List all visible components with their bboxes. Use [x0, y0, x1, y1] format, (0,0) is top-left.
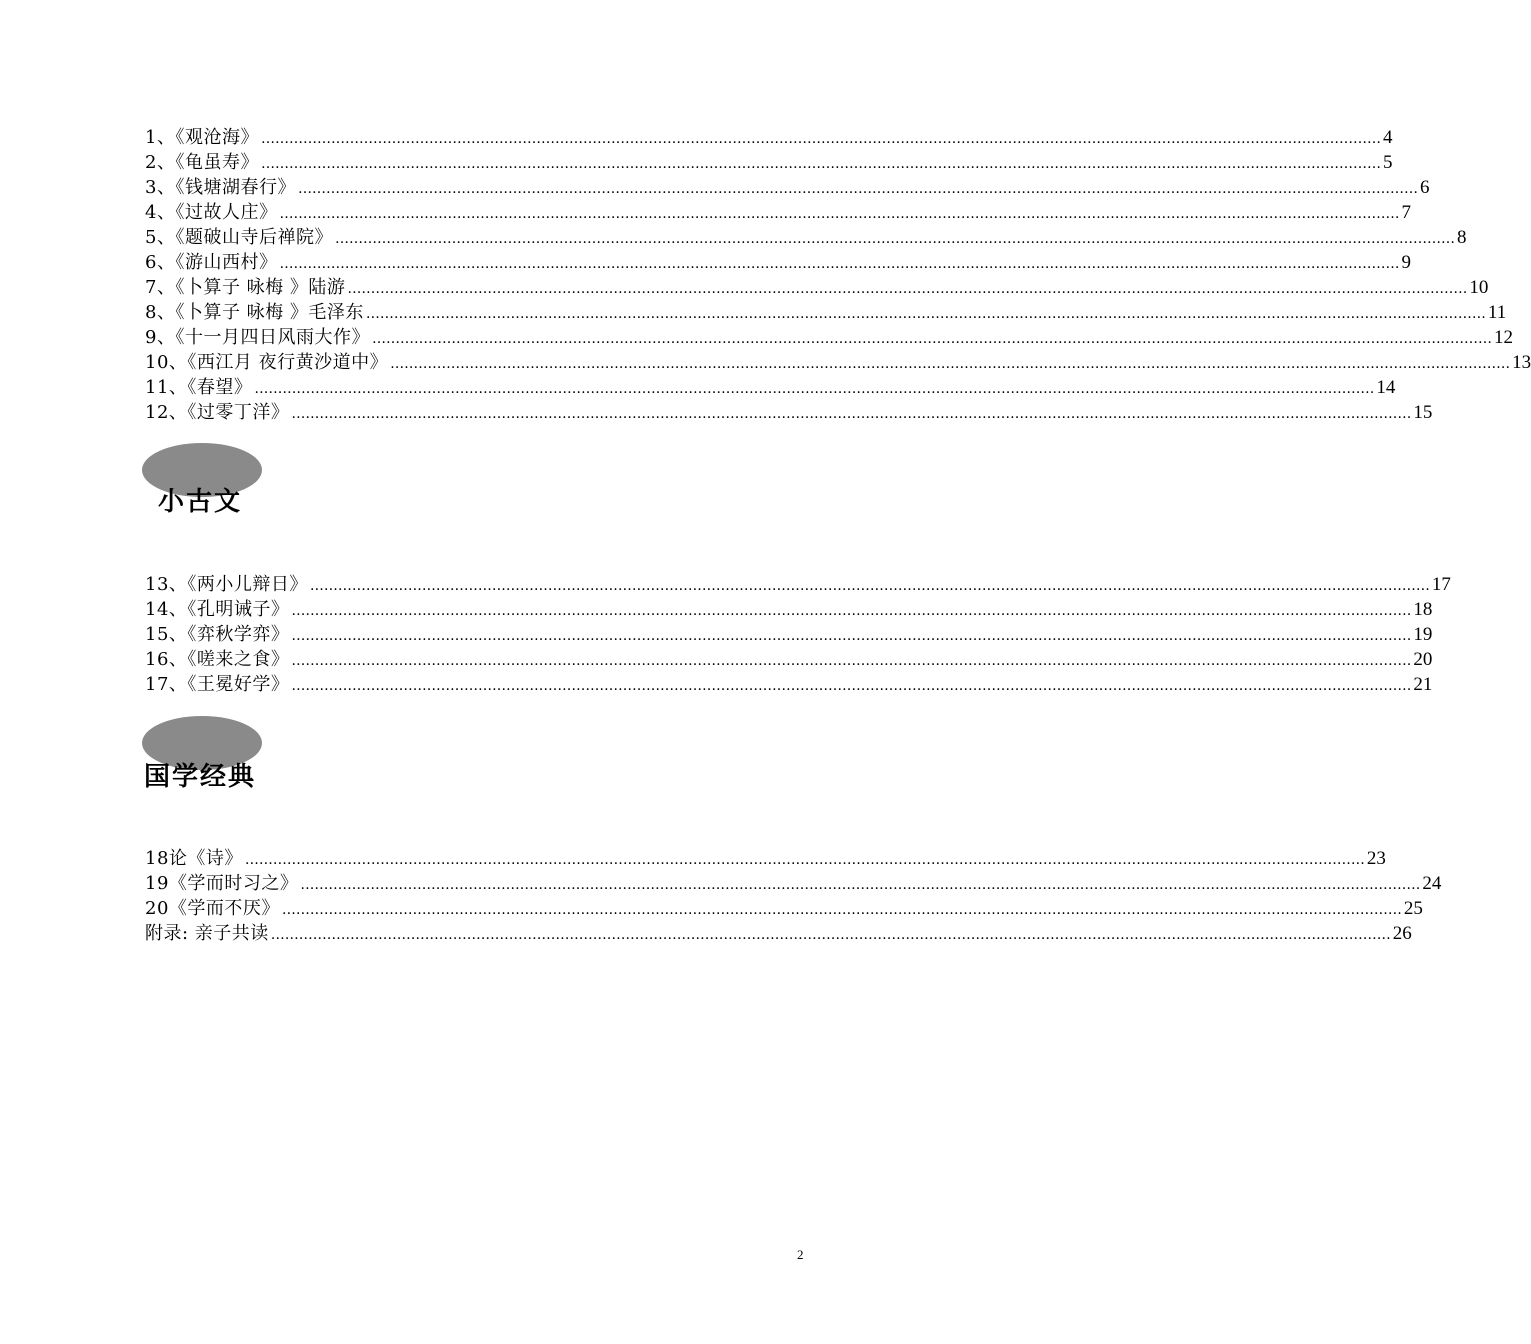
toc-entry-page: 7 [1401, 202, 1411, 223]
toc-entry-page: 20 [1413, 649, 1433, 670]
toc-entry-page: 11 [1487, 302, 1507, 323]
dot-leader: …………………………………………………………………………………………………………………………………………………………………………………………………………………… [390, 356, 1511, 372]
dot-leader: …………………………………………………………………………………………………………………………………………………………………………………………………………………… [300, 877, 1421, 893]
dot-leader: …………………………………………………………………………………………………………………………………………………………………………………………………………………… [254, 381, 1375, 397]
toc-entry[interactable] [145, 572, 1451, 597]
dot-leader: …………………………………………………………………………………………………………………………………………………………………………………………………………………… [260, 156, 1381, 172]
toc-entry-label: 8、《卜算子 咏梅 》毛泽东 [145, 302, 364, 323]
toc-entry-label: 12、《过零丁洋》 [145, 402, 290, 423]
toc-entry-label: 17、《王冕好学》 [145, 674, 290, 695]
toc-entry-label: 9、《十一月四日风雨大作》 [145, 327, 370, 348]
toc-entry-page: 14 [1376, 377, 1396, 398]
toc-entry-page: 8 [1456, 227, 1467, 248]
toc-entry-page: 6 [1419, 177, 1430, 198]
toc-entry[interactable] [145, 871, 1442, 896]
toc-entry-page: 15 [1413, 402, 1433, 423]
dot-leader: …………………………………………………………………………………………………………………………………………………………………………………………………………………… [334, 231, 1455, 247]
toc-entry-label: 18论《诗》 [145, 848, 243, 869]
toc-entry-page: 5 [1382, 152, 1393, 173]
toc-entry-label: 13、《两小儿辩日》 [145, 574, 308, 595]
toc-entry[interactable] [145, 225, 1467, 250]
toc-entry[interactable] [145, 300, 1507, 325]
toc-entry-label: 15、《弈秋学弈》 [145, 624, 290, 645]
toc-entry-label: 6、《游山西村》 [145, 252, 278, 273]
toc-entry-label: 14、《孔明诫子》 [145, 599, 290, 620]
toc-entry-label: 3、《钱塘湖春行》 [145, 177, 296, 198]
toc-entry[interactable] [145, 622, 1433, 647]
toc-entry[interactable] [145, 647, 1433, 672]
dot-leader: …………………………………………………………………………………………………………………………………………………………………………………………………………………… [291, 678, 1412, 694]
section-title: 国学经典 [144, 762, 257, 792]
toc-entry-page: 21 [1413, 674, 1433, 695]
toc-entry-label: 7、《卜算子 咏梅 》陆游 [145, 277, 346, 298]
toc-entry[interactable] [145, 400, 1433, 425]
dot-leader: …………………………………………………………………………………………………………………………………………………………………………………………………………………… [297, 181, 1418, 197]
toc-entry[interactable] [145, 921, 1412, 946]
dot-leader: …………………………………………………………………………………………………………………………………………………………………………………………………………………… [365, 306, 1486, 322]
page-number: 2 [797, 1247, 804, 1262]
toc-entry-label: 2、《龟虽寿》 [145, 152, 259, 173]
dot-leader: …………………………………………………………………………………………………………………………………………………………………………………………………………………… [347, 281, 1468, 297]
toc-entry[interactable] [145, 325, 1513, 350]
toc-entry-page: 10 [1469, 277, 1489, 298]
toc-entry-page: 12 [1493, 327, 1513, 348]
toc-entry[interactable] [145, 846, 1386, 871]
toc-entry-page: 9 [1401, 252, 1411, 273]
dot-leader: …………………………………………………………………………………………………………………………………………………………………………………………………………………… [244, 852, 1365, 868]
toc-entry-label: 11、《春望》 [145, 377, 253, 398]
toc-entry[interactable] [145, 672, 1433, 697]
toc-entry-label: 20《学而不厌》 [145, 898, 280, 919]
toc-entry[interactable] [145, 375, 1396, 400]
toc-entry-page: 13 [1512, 352, 1531, 373]
toc-entry-label: 19《学而时习之》 [145, 873, 299, 894]
toc-entry-page: 4 [1382, 127, 1393, 148]
toc-entry[interactable] [145, 275, 1489, 300]
toc-poems-list [145, 125, 1531, 425]
toc-entry-label: 4、《过故人庄》 [145, 202, 278, 223]
dot-leader: …………………………………………………………………………………………………………………………………………………………………………………………………………………… [281, 902, 1402, 918]
toc-entry[interactable] [145, 350, 1531, 375]
toc-entry-page: 18 [1413, 599, 1433, 620]
section-title: 小古文 [158, 487, 243, 517]
dot-leader: …………………………………………………………………………………………………………………………………………………………………………………………………………………… [270, 927, 1391, 943]
toc-entry[interactable] [145, 896, 1423, 921]
toc-entry-label: 10、《西江月 夜行黄沙道中》 [145, 352, 389, 373]
dot-leader: …………………………………………………………………………………………………………………………………………………………………………………………………………………… [279, 206, 1400, 222]
toc-entry-page: 23 [1366, 848, 1386, 869]
dot-leader: …………………………………………………………………………………………………………………………………………………………………………………………………………………… [309, 578, 1430, 594]
dot-leader: …………………………………………………………………………………………………………………………………………………………………………………………………………………… [371, 331, 1492, 347]
toc-entry-label: 1、《观沧海》 [145, 127, 259, 148]
toc-entry[interactable] [145, 150, 1393, 175]
toc-entry-page: 26 [1392, 923, 1412, 944]
toc-entry-label: 附录: 亲子共读 [145, 923, 269, 944]
toc-prose-list [145, 572, 1451, 697]
toc-entry[interactable] [145, 250, 1411, 275]
toc-entry-page: 17 [1431, 574, 1451, 595]
toc-entry[interactable] [145, 597, 1433, 622]
toc-classics-list [145, 846, 1442, 946]
dot-leader: …………………………………………………………………………………………………………………………………………………………………………………………………………………… [291, 653, 1412, 669]
toc-entry[interactable] [145, 175, 1430, 200]
dot-leader: …………………………………………………………………………………………………………………………………………………………………………………………………………………… [279, 256, 1400, 272]
toc-entry-page: 19 [1413, 624, 1433, 645]
dot-leader: …………………………………………………………………………………………………………………………………………………………………………………………………………………… [291, 406, 1412, 422]
toc-entry[interactable] [145, 200, 1411, 225]
toc-entry-label: 5、《题破山寺后禅院》 [145, 227, 333, 248]
toc-entry[interactable] [145, 125, 1393, 150]
toc-entry-page: 25 [1403, 898, 1423, 919]
dot-leader: …………………………………………………………………………………………………………………………………………………………………………………………………………………… [291, 628, 1412, 644]
toc-entry-page: 24 [1422, 873, 1442, 894]
dot-leader: …………………………………………………………………………………………………………………………………………………………………………………………………………………… [260, 131, 1381, 147]
toc-entry-label: 16、《嗟来之食》 [145, 649, 290, 670]
dot-leader: …………………………………………………………………………………………………………………………………………………………………………………………………………………… [291, 603, 1412, 619]
